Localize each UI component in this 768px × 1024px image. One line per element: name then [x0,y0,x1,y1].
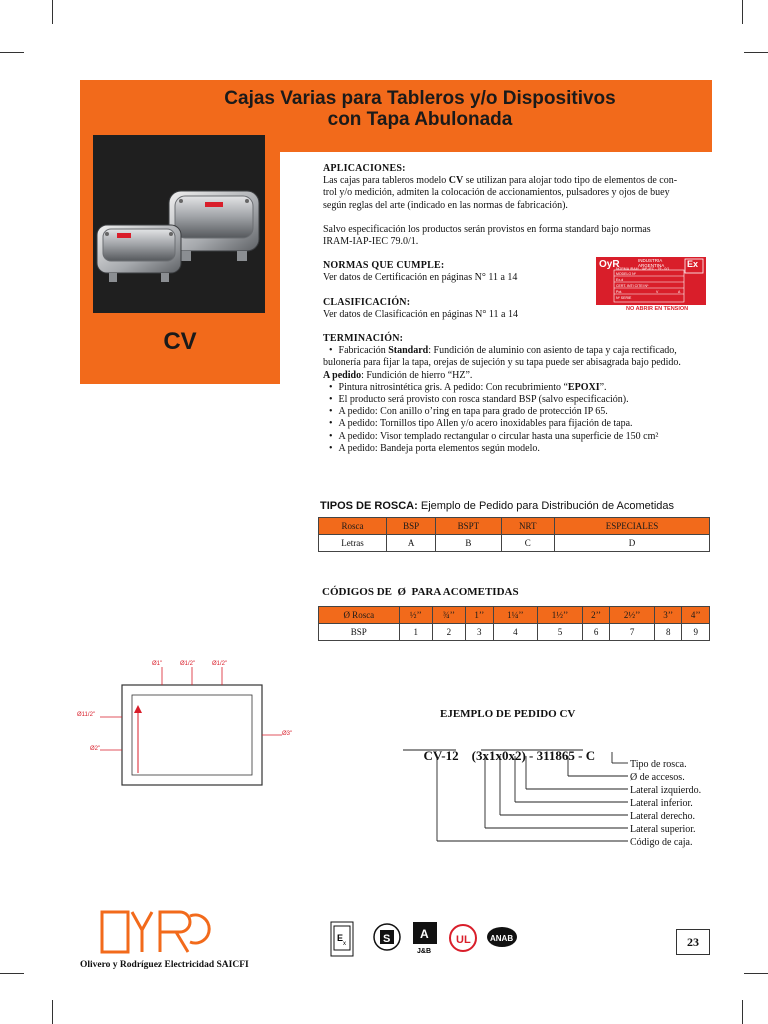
title-line-2: con Tapa Abulonada [327,109,513,130]
nameplate-brand: OyR [599,259,620,270]
terminacion-item: • A pedido: Tornillos tipo Allen y/o acero inoxidables para fijación de tapa. [323,418,715,430]
aplicaciones-heading: APLICACIONES: [323,163,406,174]
nameplate-text: Pot. [616,290,623,294]
table-header-cell: 1½’’ [538,607,583,624]
table-header-cell: ½’’ [399,607,432,624]
svg-text:x: x [343,941,346,947]
nameplate-ex-mark: Ex [687,259,699,269]
diagram-label: Ø1/2" [212,661,228,667]
text-span: IRAM-IAP-IEC 79.0/1. [323,236,419,248]
svg-text:E: E [337,933,344,943]
text-bold: A pedido [323,369,362,381]
text-span: : Fundición de hierro “HZ”. [361,369,473,381]
table-cell: 7 [610,624,655,641]
table-cell: C [501,535,554,552]
crop-mark [0,973,24,974]
table-header-row [319,607,710,624]
nameplate-label [596,257,706,313]
table-header-cell: BSP [387,518,436,535]
clasificacion-heading: CLASIFICACIÓN: [323,296,411,308]
nameplate-text: CERT. INTI CITEI Nº [616,284,649,288]
text-span: se utilizan para alojar todo tipo de elementos de con- [463,175,678,187]
crop-mark [744,52,768,53]
table-header-cell: BSPT [436,518,501,535]
table-header-cell: 4’’ [682,607,710,624]
svg-text:J&B: J&B [417,948,432,955]
nameplate-text: V [656,290,659,294]
rosca-table [318,517,710,552]
svg-text:ANAB: ANAB [490,934,514,943]
table-header-cell: NRT [501,518,554,535]
diagram-label: Ø11/2" [77,712,96,718]
nameplate-warning: NO ABRIR EN TENSION [626,306,689,312]
table-header-cell: Rosca [319,518,387,535]
terminacion-item: • El producto será provisto con rosca standard BSP (salvo especificación). [323,394,715,406]
terminacion-item [323,382,715,394]
crop-mark [744,973,768,974]
table-cell: 3 [466,624,494,641]
terminacion-item: • A pedido: Visor templado rectangular o circular hasta una superficie de 150 cm² [323,431,715,443]
order-legend-item: Lateral derecho. [630,811,695,822]
order-legend-item: Lateral superior. [630,824,696,835]
page-number: 23 [676,929,710,955]
table-cell: 4 [493,624,538,641]
terminacion-text: bulonería para fijar la tapa, orejas de sujeción y su tapa puede ser abisagrada bajo pedido. [323,357,681,369]
text-span: ”. [599,381,607,393]
crop-mark [0,52,24,53]
table-cell: A [387,535,436,552]
aplicaciones-text-2 [323,224,715,248]
text-span: Ejemplo de Pedido para Distribución de Acometidas [417,500,674,512]
entry-diagram [70,655,310,795]
s-mark-icon [372,921,402,957]
ex-cert-icon [330,921,354,957]
svg-text:UL: UL [456,934,471,946]
codigos-table [318,606,710,641]
table-cell: 9 [682,624,710,641]
table-cell: BSP [319,624,400,641]
order-legend-item: Ø de accesos. [630,772,685,783]
table-row [319,535,710,552]
table-header-cell: 2’’ [582,607,610,624]
crop-mark [742,0,743,24]
title-line-1: Cajas Varias para Tableros y/o Dispositivos [224,88,616,109]
diagram-label: Ø2" [90,746,101,752]
order-legend [630,758,701,849]
table-header-cell: 1’’ [466,607,494,624]
table-header-cell: 1¼’’ [493,607,538,624]
normas-heading: NORMAS QUE CUMPLE: [323,260,445,272]
terminacion-item: • A pedido: Con anillo o’ring en tapa para grado de protección IP 65. [323,406,715,418]
aplicaciones-text [323,175,715,212]
svg-text:S: S [383,933,391,945]
order-title: EJEMPLO DE PEDIDO CV [440,708,576,720]
nameplate-text: A [678,290,681,294]
product-photo [93,135,265,313]
text-bold: CV [448,175,464,187]
text-span: Salvo especificación los productos serán provistos en forma standard bajo normas [323,223,651,235]
order-code-detail: (3x1x0x2) - 311865 - C [471,748,596,763]
order-legend-item: Lateral izquierdo. [630,785,702,796]
order-legend-item: Código de caja. [630,837,693,848]
terminacion-heading: TERMINACIÓN: [323,333,404,345]
table-header-cell: ESPECIALES [555,518,710,535]
table-header-row [319,518,710,535]
crop-mark [742,1000,743,1024]
codigos-table-title: CÓDIGOS DE Ø PARA ACOMETIDAS [322,586,519,598]
text-span: Fabricación [338,345,389,357]
table-cell: 8 [654,624,682,641]
order-code-model: CV-12 [423,748,459,763]
table-cell: D [555,535,710,552]
crop-mark [52,0,53,24]
table-cell: Letras [319,535,387,552]
nameplate-text: INDUSTRIA [638,258,663,263]
diagram-label: Ø1" [152,661,163,667]
company-logo [98,906,218,956]
anab-icon [486,921,518,957]
nameplate-text: MODELO Nº [616,272,636,276]
table-header-cell: 2½’’ [610,607,655,624]
table-header-cell: ¾’’ [432,607,465,624]
rosca-table-title [320,500,674,512]
clasificacion-text: Ver datos de Clasificación en páginas N° 11 a 14 [323,308,518,320]
terminacion-item [323,345,715,357]
product-code: CV [163,328,197,355]
order-legend-item: Lateral inferior. [630,798,693,809]
text-bold: TIPOS DE ROSCA: [320,500,418,512]
ul-icon [448,921,478,957]
nameplate-text: Ex-d [616,278,624,282]
diagram-label: Ø3" [282,731,293,737]
text-span: según reglas del arte (indicado en las normas de fabricación). [323,199,568,211]
company-name: Olivero y Rodríguez Electricidad SAICFI [80,960,249,970]
table-cell: B [436,535,501,552]
terminacion-item: • A pedido: Bandeja porta elementos según modelo. [323,443,715,455]
crop-mark [52,1000,53,1024]
page-title [120,88,720,130]
text-span: trol y/o medición, admiten la colocación de accionamientos, pulsadores y ojos de buey [323,187,670,199]
nameplate-text: ARGENTINA [638,263,665,268]
text-span: Pintura nitrosintética gris. A pedido: Con recubrimiento “ [338,381,568,393]
terminacion-text [323,370,715,382]
svg-text:A: A [420,927,429,941]
iram-icon [412,921,438,957]
table-cell: 2 [432,624,465,641]
nameplate-text: Nº SERIE [616,296,632,300]
order-example [400,700,720,860]
nameplate-text: NORMA IRAM - IAP-IEC - 79 - 0/1 [616,267,670,271]
table-cell: 1 [399,624,432,641]
table-cell: 6 [582,624,610,641]
table-cell: 5 [538,624,583,641]
table-header-cell: 3’’ [654,607,682,624]
text-span: : Fundición de aluminio con asiento de tapa y caja rectificado, [428,345,677,357]
order-legend-item: Tipo de rosca. [630,759,687,770]
text-span: Las cajas para tableros modelo [323,175,449,187]
diagram-label: Ø1/2" [180,661,196,667]
table-row [319,624,710,641]
normas-text: Ver datos de Certificación en páginas N° 11 a 14 [323,272,518,284]
table-header-cell: Ø Rosca [319,607,400,624]
text-bold: EPOXI [567,381,600,393]
text-bold: Standard [388,345,429,357]
